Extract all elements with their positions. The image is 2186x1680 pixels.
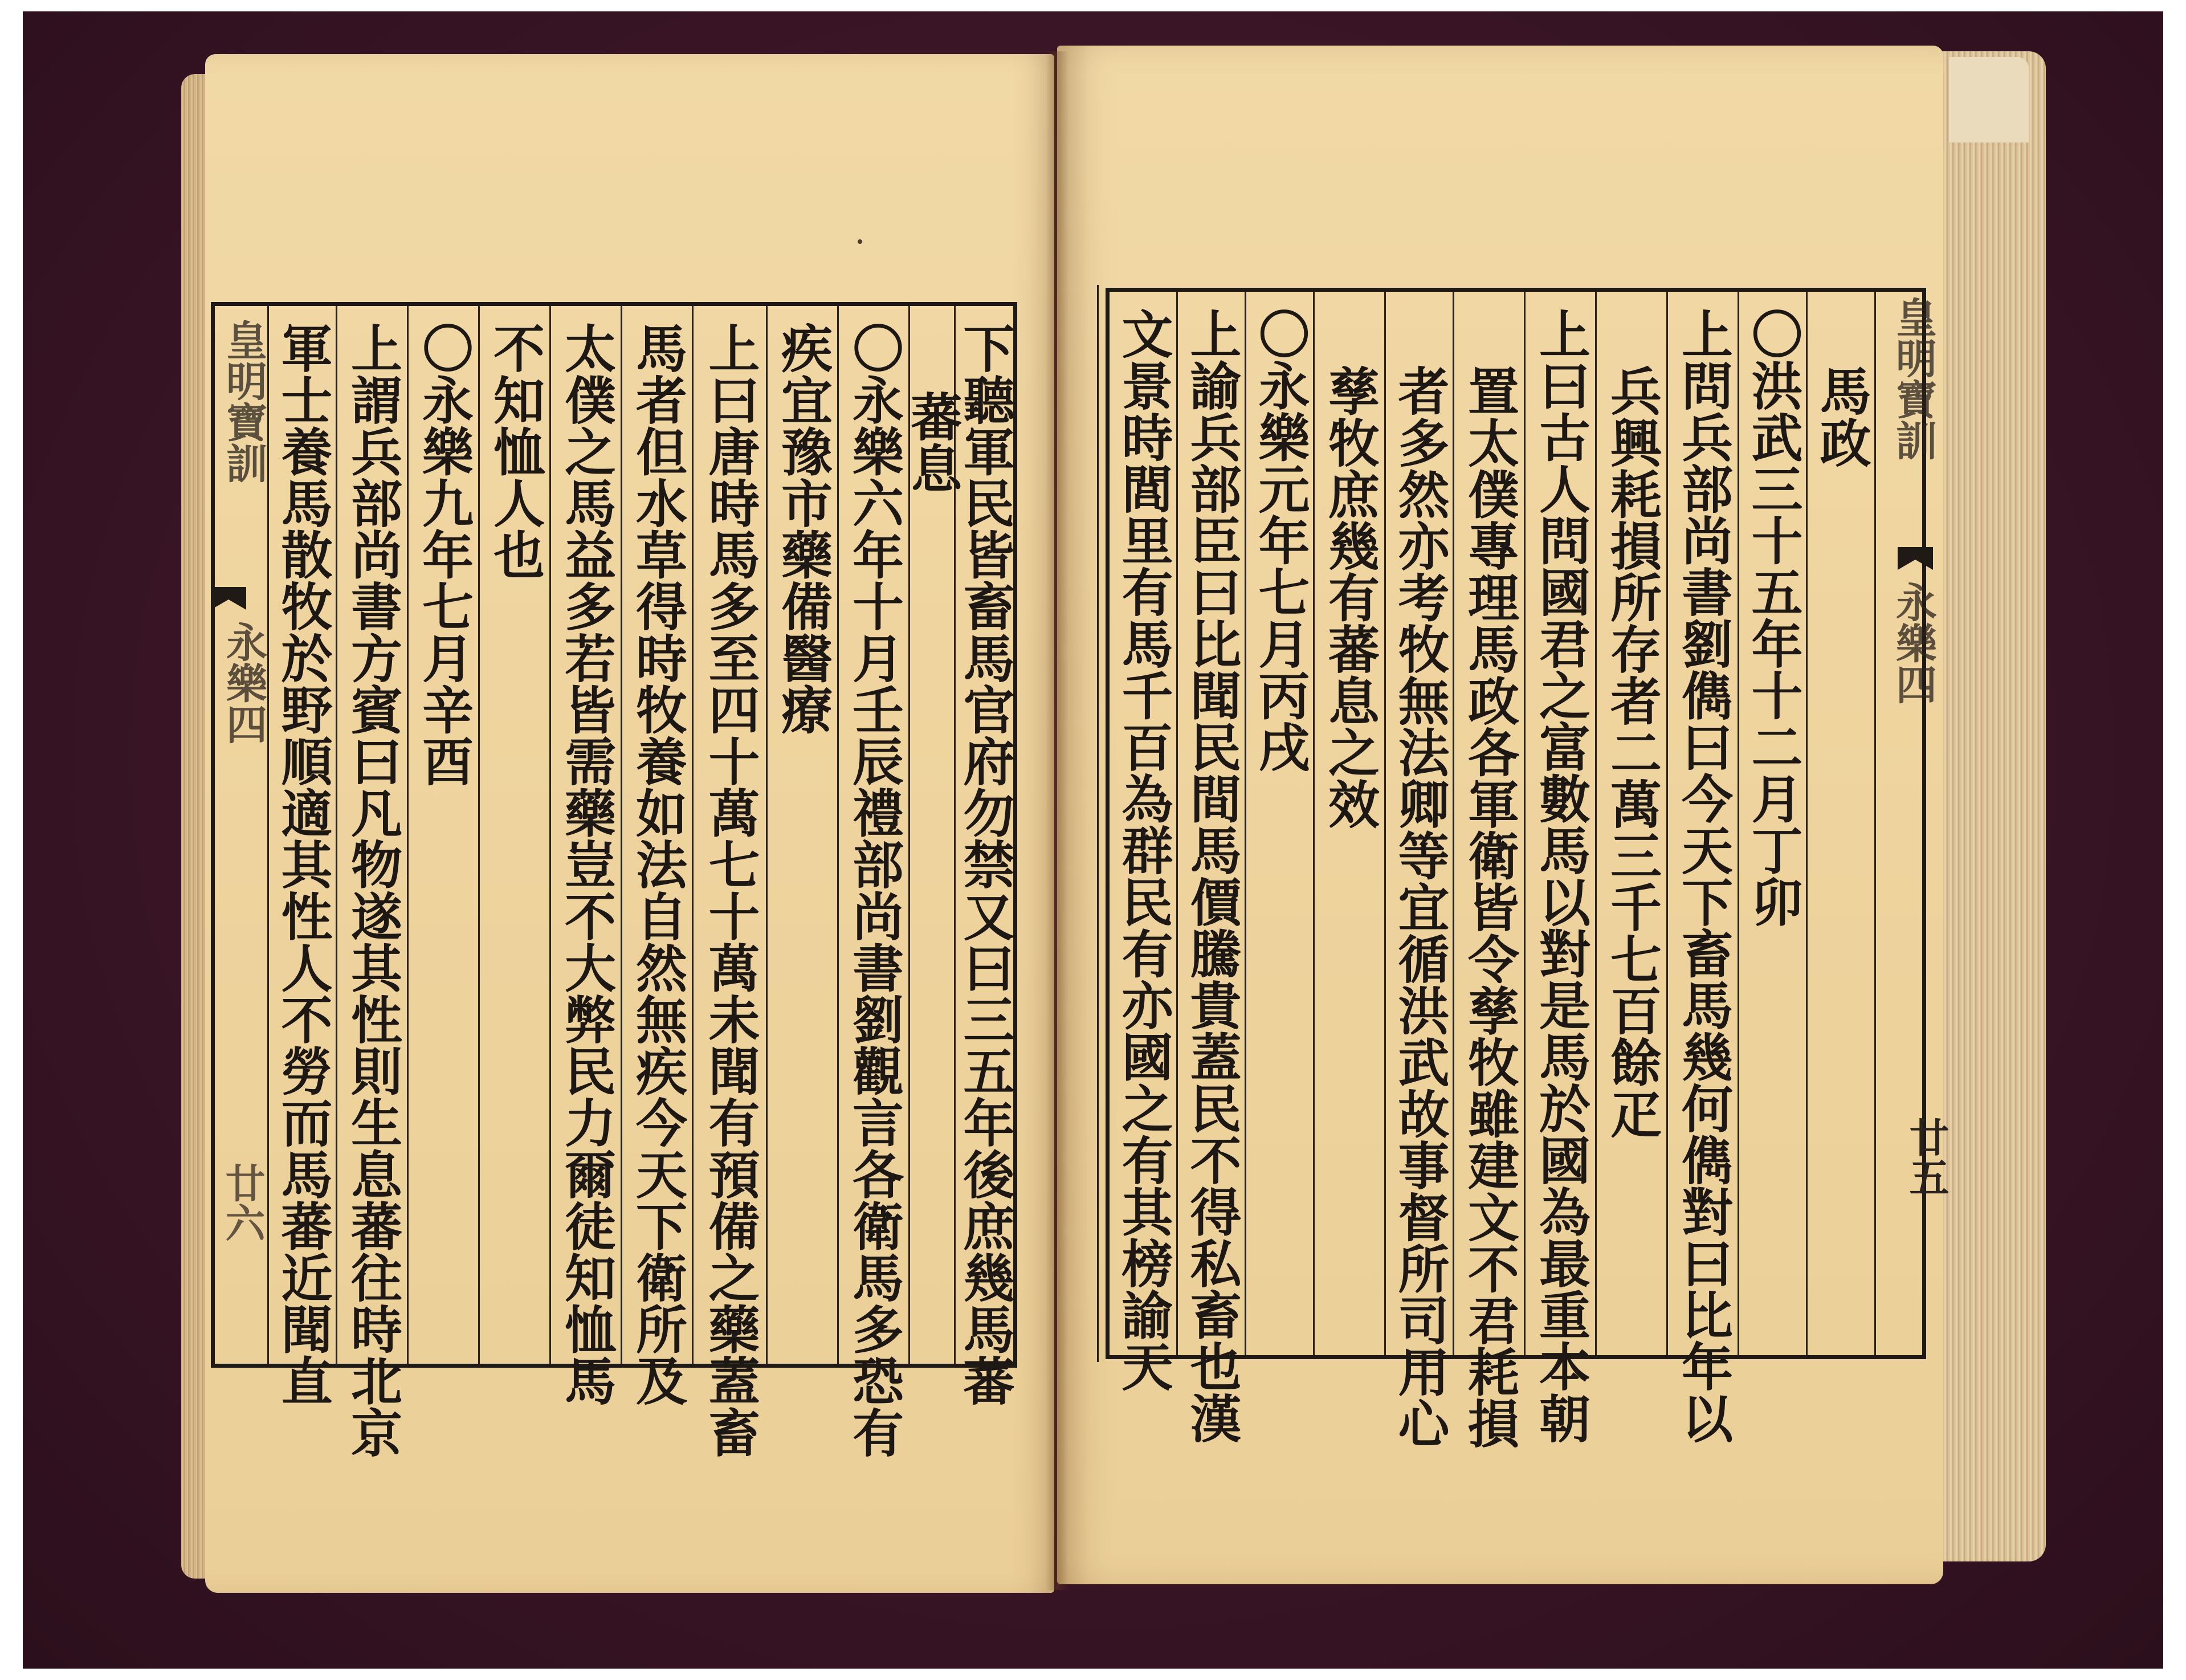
left-column-11 <box>269 306 337 1406</box>
paper-speck <box>858 239 862 244</box>
column-text: 文景時閭里有馬千百為群民有亦國之有其榜諭天 <box>1112 308 1173 1392</box>
column-text: 〇永樂元年七月丙戌 <box>1249 308 1310 773</box>
column-text: 者多然亦考牧無法卿等宜循洪武故事督所司用心 <box>1389 365 1450 1449</box>
right-page-corner-flap <box>1949 57 2029 142</box>
right-page-stack-edge <box>1926 51 2046 1561</box>
column-text: 〇洪武三十五年十二月丁卯 <box>1742 308 1803 928</box>
left-column-7 <box>551 306 622 1406</box>
right-column-7 <box>1386 292 1454 1449</box>
column-text: 上問兵部尚書劉儁曰今天下畜馬幾何儁對曰比年以 <box>1673 308 1733 1444</box>
right-column-11 <box>1110 292 1178 1392</box>
column-text: 上諭兵部臣曰比聞民間馬價騰貴蓋民不得私畜也漢 <box>1181 308 1242 1444</box>
left-page-text-frame <box>211 302 1017 1458</box>
column-text: 置太僕專理馬政各軍衛皆令孳牧雖建文不君耗損 <box>1459 365 1519 1449</box>
column-text: 不知恤人也 <box>484 322 545 580</box>
left-column-9 <box>409 306 480 1364</box>
column-text: 疾宜豫市藥備醫療 <box>772 322 833 735</box>
column-text: 〇永樂六年十月壬辰禮部尚書劉觀言各衛馬多恐有 <box>843 322 904 1458</box>
left-column-10 <box>337 306 409 1458</box>
right-column-3 <box>1668 292 1739 1444</box>
column-text: 太僕之馬益多若皆需藥豈不大弊民力爾徒知恤馬 <box>556 322 616 1406</box>
column-text: 下聽軍民皆畜馬官府勿禁又曰三五年後庶幾馬蕃 <box>954 322 1015 1406</box>
column-text: 上曰古人問國君之富數馬以對是馬於國為最重本朝 <box>1530 308 1590 1444</box>
right-column-1 <box>1808 292 1876 1355</box>
right-column-6 <box>1454 292 1526 1449</box>
left-column-4 <box>768 306 839 1364</box>
right-banxin-section: 永樂四 <box>1889 581 1938 704</box>
column-text: 〇永樂九年七月辛酉 <box>413 322 474 787</box>
right-column-8 <box>1315 292 1386 1355</box>
left-column-1 <box>954 306 1015 1406</box>
column-text: 上曰唐時馬多至四十萬七十萬未聞有預備之藥蓋畜 <box>699 322 760 1458</box>
column-text: 蕃息 <box>902 390 963 494</box>
left-banxin-title: 皇明寶訓 <box>219 319 268 483</box>
left-banxin-section: 永樂四 <box>219 621 268 744</box>
left-column-5 <box>694 306 768 1458</box>
column-text: 軍士養馬散牧於野順適其性人不勞而馬蕃近聞直 <box>272 322 333 1406</box>
column-text: 馬者但水草得時牧養如法自然無疾今天下衛所及 <box>627 322 687 1406</box>
left-column-3 <box>839 306 910 1458</box>
right-banxin-title: 皇明寶訓 <box>1889 296 1938 460</box>
right-column-9 <box>1246 292 1315 1355</box>
column-text: 馬政 <box>1810 365 1871 468</box>
book-gutter <box>1046 51 1068 1590</box>
right-column-4 <box>1597 292 1668 1355</box>
right-folio-number: 廿五 <box>1903 1117 1950 1197</box>
right-column-5 <box>1526 292 1597 1444</box>
right-column-2 <box>1739 292 1808 1355</box>
left-column-8 <box>480 306 551 1364</box>
left-column-6 <box>622 306 694 1406</box>
right-page-text-frame <box>1106 288 1926 1449</box>
column-text: 上謂兵部尚書方賓曰凡物遂其性則生息蕃往時北京 <box>342 322 402 1458</box>
column-text: 孳牧庶幾有蕃息之效 <box>1319 365 1380 830</box>
right-column-10 <box>1178 292 1246 1444</box>
left-folio-number: 廿六 <box>219 1163 266 1242</box>
column-text: 兵興耗損所存者二萬三千七百餘疋 <box>1601 365 1662 1139</box>
left-column-2 <box>902 306 963 1364</box>
